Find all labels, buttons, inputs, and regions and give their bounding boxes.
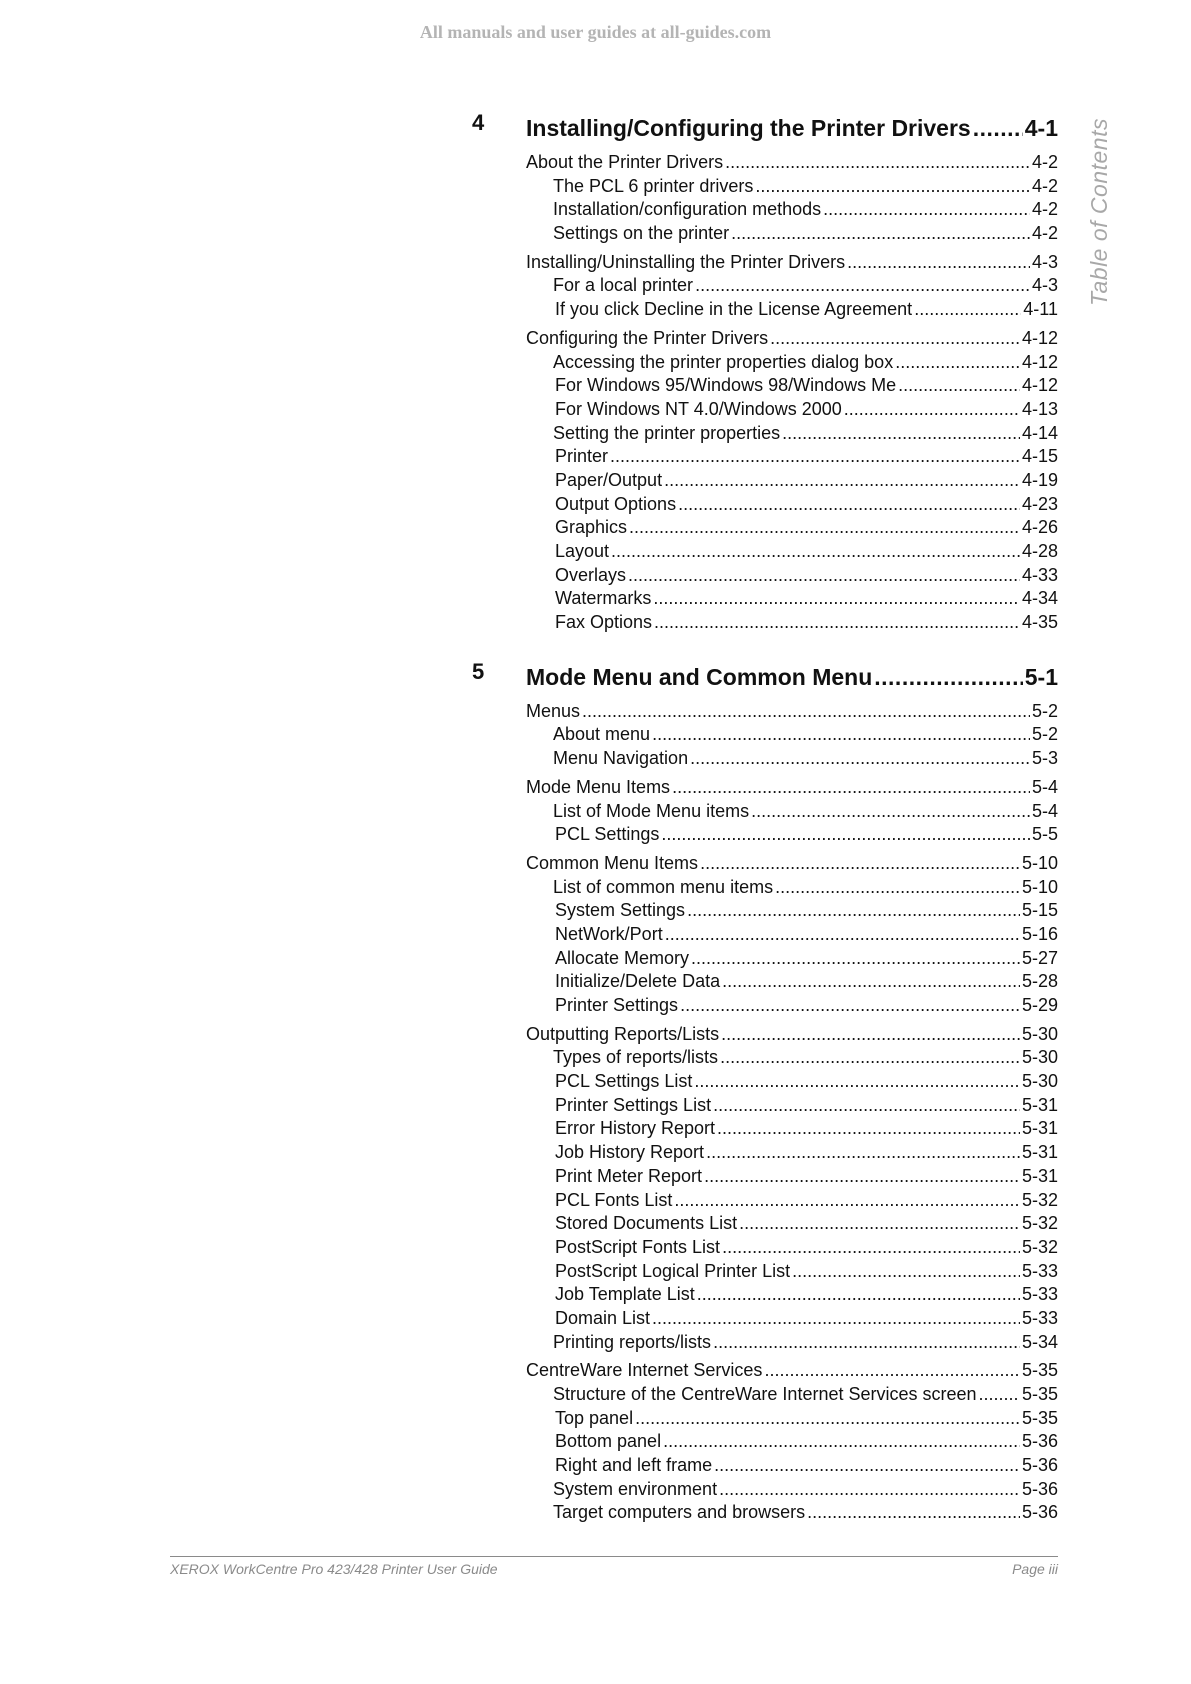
entry-title: Overlays [555,564,627,585]
entry-page: 4-35 [1021,612,1058,633]
entry-title: About the Printer Drivers [526,152,724,172]
dot-leader [635,1407,1020,1431]
entry-page: 4-11 [1023,299,1058,320]
entry-title: List of Mode Menu items [553,800,750,821]
dot-leader [717,1117,1020,1141]
entry-title: PostScript Logical Printer List [555,1260,791,1281]
entry-page: 5-31 [1021,1094,1058,1115]
entry-title: System environment [553,1478,718,1499]
toc-section [472,1023,1058,1355]
entry-page: 5-28 [1021,971,1058,992]
entry-title: Error History Report [555,1118,716,1139]
entry-page: 4-26 [1021,517,1058,538]
toc-entry[interactable] [555,398,1058,422]
entry-title: Output Options [555,493,677,514]
toc-entry[interactable] [555,611,1058,635]
entry-page: 4-12 [1021,351,1058,372]
dot-leader [652,723,1030,747]
dot-leader [722,1236,1020,1260]
toc-entry[interactable] [555,970,1058,994]
entry-title: Fax Options [555,612,653,633]
dot-leader [690,747,1030,771]
toc-entry[interactable] [555,1094,1058,1118]
dot-leader [844,398,1020,422]
entry-page: 5-31 [1021,1165,1058,1186]
toc-entry[interactable] [555,1141,1058,1165]
entry-title: Menu Navigation [553,748,689,769]
toc-entry[interactable] [555,469,1058,493]
toc-entry[interactable] [526,1023,1058,1047]
entry-title: Bottom panel [555,1431,662,1452]
entry-title: If you click Decline in the License Agreement [555,299,913,320]
dot-leader [782,422,1020,446]
toc-entry[interactable] [553,1478,1058,1502]
footer-divider [170,1556,1058,1557]
dot-leader [674,1189,1020,1213]
entry-page: 4-2 [1031,152,1058,172]
toc-entry[interactable] [555,1307,1058,1331]
entry-title: Setting the printer properties [553,422,781,443]
dot-leader [792,1260,1020,1284]
entry-title: Accessing the printer properties dialog box [553,351,894,372]
entry-page: 5-29 [1021,995,1058,1015]
toc-section [472,327,1058,635]
entry-title: For a local printer [553,275,694,296]
toc-entry[interactable] [555,899,1058,923]
entry-title: Types of reports/lists [553,1047,719,1068]
entry-page: 5-35 [1021,1407,1058,1428]
toc-entry[interactable] [555,493,1058,517]
dot-leader [714,1454,1020,1478]
dot-leader [898,374,1020,398]
toc-entry[interactable] [555,1236,1058,1260]
entry-page: 5-4 [1031,800,1058,821]
entry-title: Allocate Memory [555,947,690,968]
toc-entry[interactable] [526,327,1058,351]
entry-title: Installing/Uninstalling the Printer Drivers [526,251,846,272]
entry-page: 5-36 [1021,1502,1058,1523]
entry-title: For Windows NT 4.0/Windows 2000 [555,398,842,419]
toc-entry[interactable] [555,1212,1058,1236]
toc-entry[interactable] [553,800,1058,824]
toc-entry[interactable] [526,151,1058,175]
chapter-title: Mode Menu and Common Menu [526,663,873,690]
entry-title: Configuring the Printer Drivers [526,327,769,348]
entry-title: Settings on the printer [553,223,730,244]
dot-leader [895,351,1020,375]
entry-page: 5-35 [1021,1360,1058,1381]
toc-entry[interactable] [526,700,1058,724]
watermark-text: All manuals and user guides at all-guides.com [419,22,772,42]
dot-leader [722,970,1020,994]
entry-page: 5-16 [1021,923,1058,944]
dot-leader [652,1307,1020,1331]
dot-leader [770,327,1020,351]
entry-title: Mode Menu Items [526,776,671,797]
entry-page: 5-35 [1021,1384,1058,1404]
entry-title: Printer Settings List [555,1094,712,1115]
dot-leader [764,1359,1020,1383]
dot-leader [678,493,1020,517]
table-of-contents [472,110,1058,1525]
entry-title: Target computers and browsers [553,1502,806,1523]
toc-entry[interactable] [555,1407,1058,1431]
entry-title: PCL Settings List [555,1071,693,1092]
entry-title: Print Meter Report [555,1165,703,1186]
entry-title: PostScript Fonts List [555,1236,721,1257]
dot-leader [979,1383,1020,1407]
dot-leader [704,1165,1020,1189]
entry-page: 5-10 [1021,852,1058,873]
entry-title: Domain List [555,1307,651,1328]
toc-entry[interactable] [555,1189,1058,1213]
entry-title: Top panel [555,1407,634,1428]
entry-page: 4-19 [1021,469,1058,490]
dot-leader [628,564,1020,588]
entry-page: 4-34 [1021,588,1058,609]
toc-entry[interactable] [555,1283,1058,1307]
dot-leader [847,251,1030,275]
toc-entry[interactable] [553,222,1058,246]
entry-page: 5-32 [1021,1236,1058,1257]
toc-entry[interactable] [555,1454,1058,1478]
toc-entry[interactable] [553,1331,1058,1355]
toc-entry[interactable] [553,351,1058,375]
entry-page: 5-34 [1021,1331,1058,1352]
toc-entry[interactable] [553,747,1058,771]
dot-leader [713,1094,1020,1118]
dot-leader [725,151,1030,175]
toc-entry[interactable] [553,1501,1058,1525]
toc-section [472,700,1058,771]
toc-entry[interactable] [555,923,1058,947]
entry-title: Layout [555,541,610,561]
toc-entry[interactable] [526,251,1058,275]
chapter-number: 5 [472,658,485,684]
toc-entry[interactable] [555,516,1058,540]
dot-leader [582,700,1030,724]
toc-entry[interactable] [526,852,1058,876]
toc-entry[interactable] [553,422,1058,446]
dot-leader [720,1046,1020,1070]
toc-entry[interactable] [555,947,1058,971]
entry-title: List of common menu items [553,876,774,897]
toc-entry[interactable] [555,374,1058,398]
dot-leader [653,587,1020,611]
chapter-page: 5-1 [1024,663,1058,690]
chapter-page: 4-1 [1024,115,1058,141]
toc-entry[interactable] [553,1383,1058,1407]
entry-page: 4-23 [1021,493,1058,514]
entry-page: 5-5 [1031,824,1058,845]
entry-title: Right and left frame [555,1455,713,1476]
entry-page: 5-15 [1021,900,1058,921]
toc-section [472,852,1058,1018]
dot-leader [751,800,1030,824]
toc-entry[interactable] [555,823,1058,847]
entry-title: Watermarks [555,588,652,609]
entry-title: Installation/configuration methods [553,199,822,220]
dot-leader [629,516,1020,540]
entry-page: 5-27 [1021,947,1058,968]
entry-title: CentreWare Internet Services [526,1360,763,1381]
dot-leader [713,1331,1020,1355]
dot-leader [874,659,1022,695]
toc-entry[interactable] [553,723,1058,747]
entry-page: 4-3 [1031,251,1058,272]
toc-entry[interactable] [555,1430,1058,1454]
toc-entry[interactable] [555,1260,1058,1284]
dot-leader [664,469,1020,493]
entry-page: 5-36 [1021,1478,1058,1499]
entry-page: 4-12 [1021,327,1058,348]
toc-entry[interactable] [555,587,1058,611]
entry-page: 4-2 [1031,223,1058,244]
entry-page: 4-14 [1021,422,1058,443]
dot-leader [807,1501,1020,1525]
toc-entry[interactable] [555,445,1058,469]
dot-leader [731,222,1030,246]
entry-page: 5-33 [1021,1307,1058,1328]
entry-title: Common Menu Items [526,852,699,873]
entry-page: 5-32 [1021,1189,1058,1210]
dot-leader [680,994,1020,1018]
chapter-heading[interactable] [526,110,1058,146]
entry-title: About menu [553,724,651,745]
entry-page: 5-30 [1021,1047,1058,1068]
toc-entry[interactable] [553,876,1058,900]
toc-entry[interactable] [555,298,1058,322]
toc-entry[interactable] [526,1359,1058,1383]
entry-title: NetWork/Port [555,923,663,944]
entry-title: Job History Report [555,1142,705,1163]
entry-title: Graphics [555,517,628,538]
entry-page: 4-15 [1021,446,1058,467]
toc-entry[interactable] [555,1165,1058,1189]
dot-leader [661,823,1030,847]
chapter-number: 4 [472,110,485,135]
entry-page: 5-30 [1021,1023,1058,1044]
entry-page: 4-13 [1021,398,1058,419]
entry-title: Printing reports/lists [553,1331,712,1352]
dot-leader [739,1212,1020,1236]
entry-page: 5-33 [1021,1284,1058,1305]
footer-page-number: Page iii [1012,1561,1058,1577]
dot-leader [914,298,1021,322]
entry-page: 5-10 [1021,876,1058,897]
dot-leader [775,876,1020,900]
entry-page: 5-31 [1021,1118,1058,1139]
dot-leader [706,1141,1020,1165]
entry-title: Stored Documents List [555,1213,738,1234]
entry-title: Menus [526,700,581,721]
toc-section [472,251,1058,322]
dot-leader [665,923,1020,947]
dot-leader [700,852,1020,876]
toc-entry[interactable] [555,994,1058,1018]
chapter-heading[interactable] [526,659,1058,695]
entry-page: 5-36 [1021,1455,1058,1476]
entry-page: 4-2 [1031,175,1058,196]
toc-chapter [472,659,1058,1525]
dot-leader [691,947,1020,971]
dot-leader [663,1430,1020,1454]
toc-entry[interactable] [526,776,1058,800]
toc-entry[interactable] [553,175,1058,199]
entry-page: 5-2 [1031,724,1058,745]
entry-page: 4-28 [1021,541,1058,561]
entry-page: 4-33 [1021,564,1058,585]
toc-section [472,151,1058,246]
dot-leader [611,540,1020,564]
dot-leader [695,274,1030,298]
toc-section [472,1359,1058,1525]
dot-leader [697,1283,1020,1307]
entry-title: PCL Settings [555,824,660,845]
entry-title: Initialize/Delete Data [555,971,721,992]
entry-page: 5-31 [1021,1142,1058,1163]
dot-leader [719,1478,1020,1502]
dot-leader [654,611,1020,635]
dot-leader [755,175,1030,199]
footer-document-title: XEROX WorkCentre Pro 423/428 Printer User Guide [170,1561,498,1577]
toc-entry[interactable] [553,274,1058,298]
dot-leader [687,899,1020,923]
dot-leader [694,1070,1020,1094]
toc-entry[interactable] [555,564,1058,588]
entry-title: Paper/Output [555,469,663,490]
dot-leader [823,198,1030,222]
entry-title: Structure of the CentreWare Internet Services screen [553,1384,977,1404]
chapter-title: Installing/Configuring the Printer Drivers [526,115,971,141]
toc-entry[interactable] [555,1117,1058,1141]
entry-page: 5-36 [1021,1431,1058,1452]
toc-entry[interactable] [553,1046,1058,1070]
entry-page: 5-30 [1021,1071,1058,1092]
dot-leader [721,1023,1020,1047]
dot-leader [973,110,1023,146]
entry-title: PCL Fonts List [555,1189,673,1210]
entry-page: 5-33 [1021,1260,1058,1281]
dot-leader [672,776,1030,800]
entry-page: 5-4 [1031,776,1058,797]
dot-leader [610,445,1020,469]
entry-title: Outputting Reports/Lists [526,1023,720,1044]
entry-page: 4-2 [1031,199,1058,220]
entry-page: 5-3 [1031,748,1058,769]
toc-entry[interactable] [555,1070,1058,1094]
entry-page: 4-12 [1021,375,1058,396]
entry-title: For Windows 95/Windows 98/Windows Me [555,375,897,396]
side-section-label: Table of Contents [1086,118,1112,306]
toc-section [472,776,1058,847]
entry-title: Printer Settings [555,995,679,1015]
entry-page: 4-3 [1031,275,1058,296]
toc-entry[interactable] [555,540,1058,564]
entry-page: 5-32 [1021,1213,1058,1234]
toc-entry[interactable] [553,198,1058,222]
entry-title: System Settings [555,900,686,921]
toc-chapter [472,110,1058,635]
entry-title: The PCL 6 printer drivers [553,175,754,196]
entry-page: 5-2 [1031,700,1058,721]
entry-title: Printer [555,446,609,467]
entry-title: Job Template List [555,1284,695,1305]
